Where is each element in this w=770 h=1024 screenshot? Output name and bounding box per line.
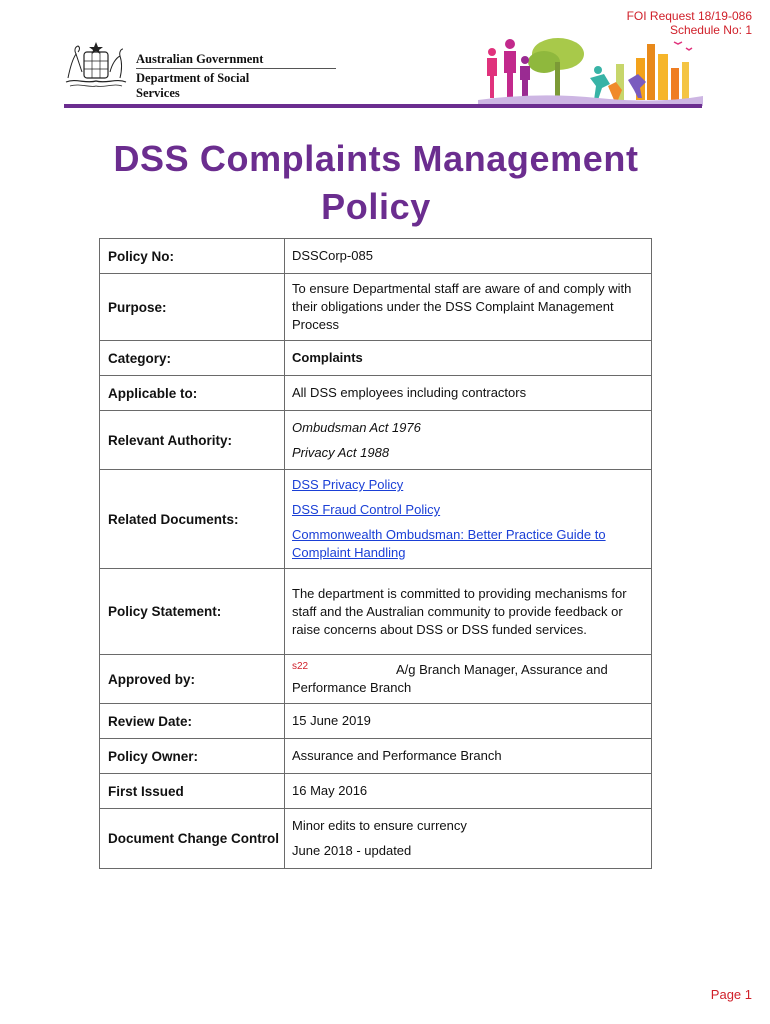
privacy-act: Privacy Act 1988 [292,444,390,460]
government-name: Australian Government [136,52,264,66]
table-row [100,470,652,569]
approver-role: A/g Branch Manager, Assurance and Performance Branch [292,662,608,695]
authority-label: Relevant Authority: [100,411,285,470]
authority-value [285,411,652,470]
table-row [100,809,652,869]
table-row [100,376,652,411]
page-number: Page 1 [710,987,752,1002]
coat-of-arms-icon [62,38,130,94]
table-row [100,411,652,470]
logo-divider [136,68,336,69]
approved-by-value [285,655,652,704]
foi-stamp [627,9,752,37]
policy-no-value: DSSCorp-085 [285,239,652,274]
first-issued-value: 16 May 2016 [285,774,652,809]
table-row [100,655,652,704]
department-name: Department of Social Services [136,71,250,100]
fraud-control-policy-link[interactable]: DSS Fraud Control Policy [292,502,441,517]
table-row [100,569,652,655]
approved-by-label: Approved by: [100,655,285,704]
ombudsman-act: Ombudsman Act 1976 [292,419,421,435]
purpose-label: Purpose: [100,274,285,341]
privacy-policy-link[interactable]: DSS Privacy Policy [292,477,404,492]
policy-owner-value: Assurance and Performance Branch [285,739,652,774]
table-row [100,274,652,341]
related-documents-value [285,470,652,569]
policy-statement-value: The department is committed to providing mechanisms for staff and the Australian community to provide feedback or raise concerns about DSS or DSS funded services. [285,569,652,655]
policy-details-table [99,238,652,869]
related-documents-label: Related Documents: [100,470,285,569]
purpose-value: To ensure Departmental staff are aware of and comply with their obligations under the DSS Complaint Management Process [285,274,652,341]
applicable-value: All DSS employees including contractors [285,376,652,411]
header-rule [64,104,702,108]
redaction-marker: s22 [292,661,309,672]
review-date-label: Review Date: [100,704,285,739]
policy-owner-label: Policy Owner: [100,739,285,774]
community-illustration [478,34,703,106]
category-label: Category: [100,341,285,376]
policy-no-label: Policy No: [100,239,285,274]
change-note: Minor edits to ensure currency [292,818,467,833]
applicable-label: Applicable to: [100,376,285,411]
review-date-value: 15 June 2019 [285,704,652,739]
category-value: Complaints [285,341,652,376]
ombudsman-guide-link[interactable]: Commonwealth Ombudsman: Better Practice Guide to Complaint Handling [292,527,606,560]
schedule-number: Schedule No: 1 [669,23,752,37]
table-row [100,774,652,809]
change-date: June 2018 - updated [292,843,412,858]
change-control-label: Document Change Control [100,809,285,869]
table-row [100,239,652,274]
policy-statement-label: Policy Statement: [100,569,285,655]
table-row [100,341,652,376]
table-row [100,704,652,739]
page-title: DSS Complaints Management Policy [113,138,639,227]
table-row [100,739,652,774]
change-control-value [285,809,652,869]
government-logo [62,38,292,100]
first-issued-label: First Issued [100,774,285,809]
foi-request-number: FOI Request 18/19-086 [626,9,752,23]
